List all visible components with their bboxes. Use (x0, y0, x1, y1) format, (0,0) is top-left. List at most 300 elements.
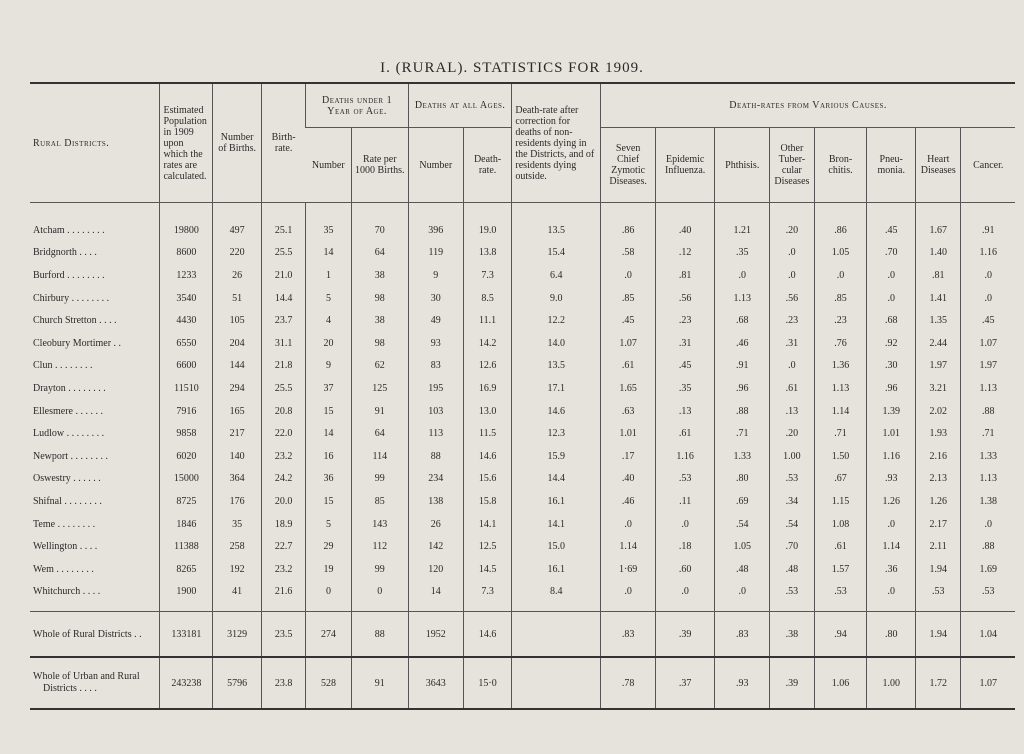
infant-rate-cell: 125 (351, 377, 408, 400)
tubercular-cell: .54 (770, 513, 814, 536)
infant-rate-cell: 70 (351, 203, 408, 242)
cancer-cell: 1.13 (961, 468, 1015, 491)
population-cell: 6020 (160, 445, 213, 468)
bronchitis-cell: .53 (814, 581, 867, 612)
infant-deaths-cell: 528 (306, 657, 351, 709)
death-rate-cell: 7.3 (463, 581, 512, 612)
corrected-rate-cell: 15.4 (512, 242, 601, 265)
infant-deaths-cell: 9 (306, 355, 351, 378)
population-cell: 19800 (160, 203, 213, 242)
population-cell: 3540 (160, 287, 213, 310)
birth-rate-cell: 24.2 (261, 468, 305, 491)
cancer-cell: 1.13 (961, 377, 1015, 400)
deaths-cell: 103 (408, 400, 463, 423)
district-name: Clun . . . . . . . . (33, 360, 93, 372)
birth-rate-cell: 23.7 (261, 309, 305, 332)
district-name: Atcham . . . . . . . . (33, 224, 105, 236)
birth-rate-cell: 21.6 (261, 581, 305, 612)
table-row (30, 264, 1015, 287)
infant-deaths-cell: 5 (306, 513, 351, 536)
statistics-table (30, 82, 1015, 710)
header-death-rate: Death-rate. (463, 128, 512, 203)
phthisis-cell: .88 (715, 400, 770, 423)
cancer-cell: 1.69 (961, 558, 1015, 581)
phthisis-cell: .93 (715, 657, 770, 709)
bronchitis-cell: .85 (814, 287, 867, 310)
death-rate-cell: 14.1 (463, 513, 512, 536)
birth-rate-cell: 23.2 (261, 558, 305, 581)
corrected-rate-cell: 8.4 (512, 581, 601, 612)
infant-deaths-cell: 15 (306, 400, 351, 423)
bronchitis-cell: 1.15 (814, 490, 867, 513)
bronchitis-cell: .71 (814, 422, 867, 445)
tubercular-cell: .53 (770, 581, 814, 612)
infant-deaths-cell: 274 (306, 612, 351, 658)
influenza-cell: .13 (656, 400, 715, 423)
heart-cell: 1.40 (916, 242, 961, 265)
death-rate-cell: 12.6 (463, 355, 512, 378)
table-row (30, 242, 1015, 265)
infant-rate-cell: 99 (351, 558, 408, 581)
total-all-row (30, 657, 1015, 709)
deaths-cell: 119 (408, 242, 463, 265)
deaths-cell: 113 (408, 422, 463, 445)
bronchitis-cell: 1.06 (814, 657, 867, 709)
infant-deaths-cell: 15 (306, 490, 351, 513)
tubercular-cell: .23 (770, 309, 814, 332)
pneumonia-cell: .96 (867, 377, 916, 400)
corrected-rate-cell: 15.0 (512, 535, 601, 558)
deaths-cell: 30 (408, 287, 463, 310)
header-corrected-death-rate: Death-rate after correction for deaths of non-residents dying in the Districts, and of residents dying outside. (512, 83, 601, 203)
zymotic-cell: 1.07 (601, 332, 656, 355)
header-infant-number: Number (306, 128, 351, 203)
population-cell: 243238 (160, 657, 213, 709)
deaths-cell: 195 (408, 377, 463, 400)
zymotic-cell: .86 (601, 203, 656, 242)
influenza-cell: .40 (656, 203, 715, 242)
phthisis-cell: .0 (715, 581, 770, 612)
infant-deaths-cell: 0 (306, 581, 351, 612)
deaths-cell: 26 (408, 513, 463, 536)
pneumonia-cell: .0 (867, 581, 916, 612)
cancer-cell: .0 (961, 513, 1015, 536)
death-rate-cell: 11.1 (463, 309, 512, 332)
bronchitis-cell: .67 (814, 468, 867, 491)
phthisis-cell: 1.33 (715, 445, 770, 468)
corrected-rate-cell: 16.1 (512, 490, 601, 513)
birth-rate-cell: 23.5 (261, 612, 305, 658)
phthisis-cell: .0 (715, 264, 770, 287)
influenza-cell: .61 (656, 422, 715, 445)
district-rows (30, 203, 1015, 612)
infant-deaths-cell: 35 (306, 203, 351, 242)
cancer-cell: 1.97 (961, 355, 1015, 378)
infant-rate-cell: 88 (351, 612, 408, 658)
header-cause-tubercular: Other Tuber-cular Diseases (770, 128, 814, 203)
table-row (30, 422, 1015, 445)
cancer-cell: .88 (961, 535, 1015, 558)
population-cell: 1846 (160, 513, 213, 536)
phthisis-cell: 1.13 (715, 287, 770, 310)
tubercular-cell: .61 (770, 377, 814, 400)
zymotic-cell: .85 (601, 287, 656, 310)
phthisis-cell: .96 (715, 377, 770, 400)
births-cell: 140 (213, 445, 262, 468)
birth-rate-cell: 25.5 (261, 377, 305, 400)
zymotic-cell: .58 (601, 242, 656, 265)
births-cell: 144 (213, 355, 262, 378)
bronchitis-cell: .86 (814, 203, 867, 242)
district-name-line2: Districts . . . . (43, 683, 97, 695)
heart-cell: 1.94 (916, 612, 961, 658)
zymotic-cell: .61 (601, 355, 656, 378)
pneumonia-cell: 1.00 (867, 657, 916, 709)
header-cause-heart: Heart Diseases (916, 128, 961, 203)
deaths-cell: 234 (408, 468, 463, 491)
tubercular-cell: .39 (770, 657, 814, 709)
birth-rate-cell: 21.0 (261, 264, 305, 287)
cancer-cell: 1.33 (961, 445, 1015, 468)
death-rate-cell: 14.2 (463, 332, 512, 355)
cancer-cell: .71 (961, 422, 1015, 445)
death-rate-cell: 7.3 (463, 264, 512, 287)
table-row (30, 309, 1015, 332)
births-cell: 294 (213, 377, 262, 400)
infant-deaths-cell: 1 (306, 264, 351, 287)
corrected-rate-cell: 14.6 (512, 400, 601, 423)
bronchitis-cell: 1.14 (814, 400, 867, 423)
births-cell: 192 (213, 558, 262, 581)
births-cell: 220 (213, 242, 262, 265)
district-name: Wellington . . . . (33, 541, 98, 553)
births-cell: 204 (213, 332, 262, 355)
infant-rate-cell: 98 (351, 287, 408, 310)
deaths-cell: 88 (408, 445, 463, 468)
heart-cell: 2.13 (916, 468, 961, 491)
bronchitis-cell: 1.05 (814, 242, 867, 265)
infant-rate-cell: 64 (351, 242, 408, 265)
birth-rate-cell: 21.8 (261, 355, 305, 378)
zymotic-cell: .40 (601, 468, 656, 491)
tubercular-cell: .53 (770, 468, 814, 491)
influenza-cell: .23 (656, 309, 715, 332)
header-birth-rate: Birth-rate. (261, 83, 305, 203)
influenza-cell: .60 (656, 558, 715, 581)
district-name: Ellesmere . . . . . . (33, 405, 103, 417)
population-cell: 15000 (160, 468, 213, 491)
death-rate-cell: 14.6 (463, 612, 512, 658)
heart-cell: 2.11 (916, 535, 961, 558)
zymotic-cell: .0 (601, 581, 656, 612)
heart-cell: 1.41 (916, 287, 961, 310)
table-row (30, 490, 1015, 513)
corrected-rate-cell: 13.5 (512, 355, 601, 378)
infant-rate-cell: 62 (351, 355, 408, 378)
influenza-cell: .18 (656, 535, 715, 558)
bronchitis-cell: 1.08 (814, 513, 867, 536)
tubercular-cell: .31 (770, 332, 814, 355)
death-rate-cell: 16.9 (463, 377, 512, 400)
tubercular-cell: .70 (770, 535, 814, 558)
bronchitis-cell: .61 (814, 535, 867, 558)
pneumonia-cell: .45 (867, 203, 916, 242)
tubercular-cell: 1.00 (770, 445, 814, 468)
cancer-cell: 1.38 (961, 490, 1015, 513)
pneumonia-cell: 1.26 (867, 490, 916, 513)
death-rate-cell: 13.0 (463, 400, 512, 423)
zymotic-cell: .17 (601, 445, 656, 468)
header-deaths-all-ages: Deaths at all Ages. (408, 83, 512, 128)
death-rate-cell: 8.5 (463, 287, 512, 310)
district-name: Newport . . . . . . . . (33, 450, 108, 462)
influenza-cell: .56 (656, 287, 715, 310)
phthisis-cell: .35 (715, 242, 770, 265)
pneumonia-cell: 1.01 (867, 422, 916, 445)
table-row (30, 468, 1015, 491)
population-cell: 6550 (160, 332, 213, 355)
cancer-cell: .88 (961, 400, 1015, 423)
table-row (30, 558, 1015, 581)
pneumonia-cell: .80 (867, 612, 916, 658)
pneumonia-cell: .0 (867, 287, 916, 310)
births-cell: 5796 (213, 657, 262, 709)
births-cell: 165 (213, 400, 262, 423)
influenza-cell: .53 (656, 468, 715, 491)
table-row (30, 355, 1015, 378)
total-all-section (30, 657, 1015, 709)
tubercular-cell: .0 (770, 355, 814, 378)
deaths-cell: 83 (408, 355, 463, 378)
infant-rate-cell: 143 (351, 513, 408, 536)
influenza-cell: .0 (656, 513, 715, 536)
phthisis-cell: .69 (715, 490, 770, 513)
zymotic-cell: .0 (601, 513, 656, 536)
influenza-cell: .37 (656, 657, 715, 709)
deaths-cell: 3643 (408, 657, 463, 709)
header-deaths-under-1: Deaths under 1 Year of Age. (306, 83, 409, 128)
infant-deaths-cell: 14 (306, 242, 351, 265)
population-cell: 9858 (160, 422, 213, 445)
header-cause-zymotic: Seven Chief Zymotic Diseases. (601, 128, 656, 203)
infant-rate-cell: 85 (351, 490, 408, 513)
pneumonia-cell: .0 (867, 264, 916, 287)
tubercular-cell: .20 (770, 203, 814, 242)
phthisis-cell: .48 (715, 558, 770, 581)
bronchitis-cell: .94 (814, 612, 867, 658)
cancer-cell: 1.07 (961, 332, 1015, 355)
pneumonia-cell: .92 (867, 332, 916, 355)
total-rural-section (30, 612, 1015, 658)
district-name-line1: Whole of Urban and Rural (33, 671, 140, 683)
influenza-cell: .35 (656, 377, 715, 400)
births-cell: 258 (213, 535, 262, 558)
tubercular-cell: .38 (770, 612, 814, 658)
infant-deaths-cell: 37 (306, 377, 351, 400)
phthisis-cell: 1.05 (715, 535, 770, 558)
zymotic-cell: .63 (601, 400, 656, 423)
birth-rate-cell: 31.1 (261, 332, 305, 355)
zymotic-cell: .46 (601, 490, 656, 513)
population-cell: 6600 (160, 355, 213, 378)
district-name: Oswestry . . . . . . (33, 473, 101, 485)
tubercular-cell: .34 (770, 490, 814, 513)
district-name: Whole of Rural Districts . . (30, 612, 160, 658)
phthisis-cell: .91 (715, 355, 770, 378)
influenza-cell: .39 (656, 612, 715, 658)
cancer-cell: 1.16 (961, 242, 1015, 265)
district-name: Whitchurch . . . . (33, 586, 101, 598)
birth-rate-cell: 20.8 (261, 400, 305, 423)
pneumonia-cell: .36 (867, 558, 916, 581)
population-cell: 8600 (160, 242, 213, 265)
death-rate-cell: 12.5 (463, 535, 512, 558)
births-cell: 41 (213, 581, 262, 612)
cancer-cell: 1.07 (961, 657, 1015, 709)
heart-cell: .53 (916, 581, 961, 612)
header-births: Number of Births. (213, 83, 262, 203)
cancer-cell: .45 (961, 309, 1015, 332)
district-name: Cleobury Mortimer . . (33, 337, 122, 349)
bronchitis-cell: .0 (814, 264, 867, 287)
phthisis-cell: .80 (715, 468, 770, 491)
corrected-rate-cell: 9.0 (512, 287, 601, 310)
death-rate-cell: 19.0 (463, 203, 512, 242)
header-cause-cancer: Cancer. (961, 128, 1015, 203)
header-infant-rate: Rate per 1000 Births. (351, 128, 408, 203)
infant-rate-cell: 0 (351, 581, 408, 612)
death-rate-cell: 14.6 (463, 445, 512, 468)
birth-rate-cell: 25.1 (261, 203, 305, 242)
deaths-cell: 9 (408, 264, 463, 287)
table-row (30, 332, 1015, 355)
heart-cell: 1.97 (916, 355, 961, 378)
birth-rate-cell: 22.7 (261, 535, 305, 558)
tubercular-cell: .13 (770, 400, 814, 423)
birth-rate-cell: 14.4 (261, 287, 305, 310)
header-cause-pneumonia: Pneu-monia. (867, 128, 916, 203)
table-row (30, 400, 1015, 423)
population-cell: 133181 (160, 612, 213, 658)
corrected-rate-cell: 14.1 (512, 513, 601, 536)
death-rate-cell: 15.8 (463, 490, 512, 513)
corrected-rate-cell: 15.9 (512, 445, 601, 468)
zymotic-cell: 1·69 (601, 558, 656, 581)
infant-deaths-cell: 29 (306, 535, 351, 558)
birth-rate-cell: 20.0 (261, 490, 305, 513)
phthisis-cell: .54 (715, 513, 770, 536)
pneumonia-cell: 1.39 (867, 400, 916, 423)
pneumonia-cell: 1.16 (867, 445, 916, 468)
tubercular-cell: .0 (770, 242, 814, 265)
births-cell: 105 (213, 309, 262, 332)
phthisis-cell: .83 (715, 612, 770, 658)
zymotic-cell: .45 (601, 309, 656, 332)
phthisis-cell: 1.21 (715, 203, 770, 242)
heart-cell: 1.72 (916, 657, 961, 709)
corrected-rate-cell: 12.3 (512, 422, 601, 445)
cancer-cell: .0 (961, 287, 1015, 310)
bronchitis-cell: 1.13 (814, 377, 867, 400)
zymotic-cell: 1.65 (601, 377, 656, 400)
infant-rate-cell: 38 (351, 264, 408, 287)
district-name: Chirbury . . . . . . . . (33, 292, 110, 304)
deaths-cell: 142 (408, 535, 463, 558)
infant-deaths-cell: 5 (306, 287, 351, 310)
infant-deaths-cell: 36 (306, 468, 351, 491)
district-name: Ludlow . . . . . . . . (33, 428, 105, 440)
header-cause-bronchitis: Bron-chitis. (814, 128, 867, 203)
deaths-cell: 93 (408, 332, 463, 355)
population-cell: 4430 (160, 309, 213, 332)
infant-deaths-cell: 20 (306, 332, 351, 355)
births-cell: 35 (213, 513, 262, 536)
death-rate-cell: 15·0 (463, 657, 512, 709)
bronchitis-cell: 1.50 (814, 445, 867, 468)
infant-rate-cell: 114 (351, 445, 408, 468)
header-population: Estimated Population in 1909 upon which the rates are calculated. (160, 83, 213, 203)
heart-cell: 3.21 (916, 377, 961, 400)
pneumonia-cell: .70 (867, 242, 916, 265)
population-cell: 1900 (160, 581, 213, 612)
district-name: Burford . . . . . . . . (33, 269, 105, 281)
population-cell: 1233 (160, 264, 213, 287)
page-title: I. (RURAL). STATISTICS FOR 1909. (380, 60, 644, 76)
district-name: Wem . . . . . . . . (33, 563, 94, 575)
influenza-cell: .81 (656, 264, 715, 287)
birth-rate-cell: 25.5 (261, 242, 305, 265)
bronchitis-cell: .76 (814, 332, 867, 355)
tubercular-cell: .56 (770, 287, 814, 310)
pneumonia-cell: 1.14 (867, 535, 916, 558)
cancer-cell: .91 (961, 203, 1015, 242)
births-cell: 26 (213, 264, 262, 287)
birth-rate-cell: 23.8 (261, 657, 305, 709)
zymotic-cell: 1.14 (601, 535, 656, 558)
phthisis-cell: .71 (715, 422, 770, 445)
infant-deaths-cell: 14 (306, 422, 351, 445)
birth-rate-cell: 18.9 (261, 513, 305, 536)
death-rate-cell: 13.8 (463, 242, 512, 265)
district-name: Shifnal . . . . . . . . (33, 495, 102, 507)
heart-cell: 2.16 (916, 445, 961, 468)
births-cell: 3129 (213, 612, 262, 658)
infant-rate-cell: 112 (351, 535, 408, 558)
pneumonia-cell: .30 (867, 355, 916, 378)
corrected-rate-cell (512, 612, 601, 658)
table-row (30, 445, 1015, 468)
district-name: Church Stretton . . . . (33, 315, 117, 327)
influenza-cell: 1.16 (656, 445, 715, 468)
heart-cell: 1.26 (916, 490, 961, 513)
total-rural-row (30, 612, 1015, 658)
infant-rate-cell: 91 (351, 400, 408, 423)
header-cause-phthisis: Phthisis. (715, 128, 770, 203)
heart-cell: 1.93 (916, 422, 961, 445)
population-cell: 7916 (160, 400, 213, 423)
deaths-cell: 49 (408, 309, 463, 332)
corrected-rate-cell: 13.5 (512, 203, 601, 242)
header-cause-influenza: Epidemic Influenza. (656, 128, 715, 203)
zymotic-cell: .0 (601, 264, 656, 287)
influenza-cell: .31 (656, 332, 715, 355)
table-row (30, 377, 1015, 400)
heart-cell: 2.44 (916, 332, 961, 355)
heart-cell: 1.67 (916, 203, 961, 242)
corrected-rate-cell: 12.2 (512, 309, 601, 332)
district-name: Drayton . . . . . . . . (33, 382, 106, 394)
header-deaths-number: Number (408, 128, 463, 203)
